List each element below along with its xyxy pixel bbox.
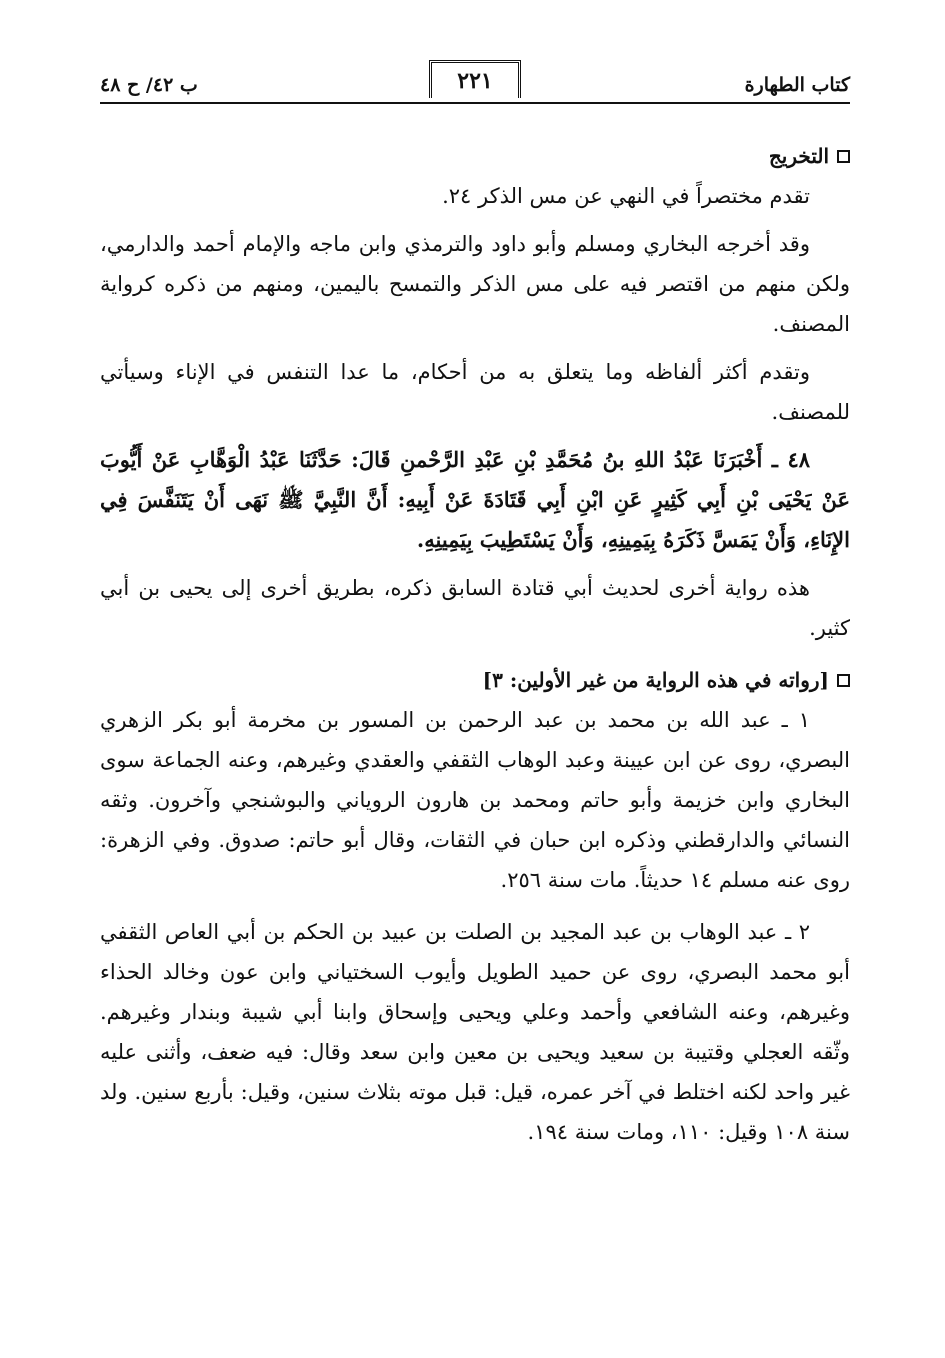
page xyxy=(100,60,850,1160)
hadith-text: ٤٨ ـ أَخْبَرَنَا عَبْدُ اللهِ بنُ مُحَمَّدِ بْنِ عَبْدِ الرَّحْمنِ قَالَ: حَدَّثَنَا عَبْدُ الْوَهَّابِ عَنْ أَيُّوبَ عَنْ يَحْيَى بْنِ أَبِي كَثِيرٍ عَنِ ابْنِ أَبِي قَتَادَةَ عَنْ أَبِيهِ: أَنَّ النَّبِيَّ ﷺ نَهَى أَنْ يَتَنَفَّسَ فِي الإِنَاءِ، وَأَنْ يَمَسَّ ذَكَرَهُ بِيَمِينِهِ، وَأَنْ يَسْتَطِيبَ بِيَمِينِهِ. xyxy=(100,447,850,552)
narrators-heading xyxy=(100,660,850,700)
square-bullet-icon xyxy=(837,674,850,687)
page-number: ٢٢١ xyxy=(429,60,521,98)
takhrij-heading xyxy=(100,136,850,176)
hadith-reference: ب ٤٢/ ح ٤٨ xyxy=(100,74,198,96)
takhrij-paragraph-2: وقد أخرجه البخاري ومسلم وأبو داود والترمذي وابن ماجه والإمام أحمد والدارمي، ولكن منهم من اقتصر فيه على مس الذكر والتمسح باليمين، ومنهم من ذكره كرواية المصنف. xyxy=(100,232,850,336)
square-bullet-icon xyxy=(837,150,850,163)
narrator-2: ٢ ـ عبد الوهاب بن عبد المجيد بن الصلت بن عبيد بن الحكم بن أبي العاص الثقفي أبو محمد البصري، روى عن حميد الطويل وأيوب السختياني وابن عون وخالد الحذاء وغيرهم، وعنه الشافعي وأحمد وعلي ويحيى وإسحاق وابنا أبي شيبة وبندار وغيرهم. وثّقه العجلي وقتيبة بن سعيد ويحيى بن معين وابن سعد وقال: فيه ضعف، وأثنى عليه غير واحد لكنه اختلط في آخر عمره، قيل: قبل موته بثلاث سنين، وقيل: بأربع سنين. ولد سنة ١٠٨ وقيل: ١١٠، ومات سنة ١٩٤. xyxy=(100,920,850,1144)
page-header xyxy=(100,60,850,104)
hadith-note: هذه رواية أخرى لحديث أبي قتادة السابق ذكره، بطريق أخرى إلى يحيى بن أبي كثير. xyxy=(100,576,850,640)
takhrij-heading-text: التخريج xyxy=(768,144,829,168)
book-title: كتاب الطهارة xyxy=(744,74,850,96)
narrator-1: ١ ـ عبد الله بن محمد بن عبد الرحمن بن المسور بن مخرمة أبو بكر الزهري البصري، روى عن ابن عيينة وعبد الوهاب الثقفي والعقدي وغيرهم، وعنه الجماعة سوى البخاري وابن خزيمة وأبو حاتم ومحمد بن هارون الروياني والبوشنجي وآخرون. وثقه النسائي والدارقطني وذكره ابن حبان في الثقات، وقال أبو حاتم: صدوق. وفي الزهرة: روى عنه مسلم ١٤ حديثاً. مات سنة ٢٥٦. xyxy=(100,708,850,892)
takhrij-paragraph-1: تقدم مختصراً في النهي عن مس الذكر ٢٤. xyxy=(442,184,810,208)
takhrij-paragraph-3: وتقدم أكثر ألفاظه وما يتعلق به من أحكام، ما عدا التنفس في الإناء وسيأتي للمصنف. xyxy=(100,360,850,424)
page-body xyxy=(100,104,850,1152)
narrators-heading-text: [رواته في هذه الرواية من غير الأولين: ٣] xyxy=(482,668,829,692)
